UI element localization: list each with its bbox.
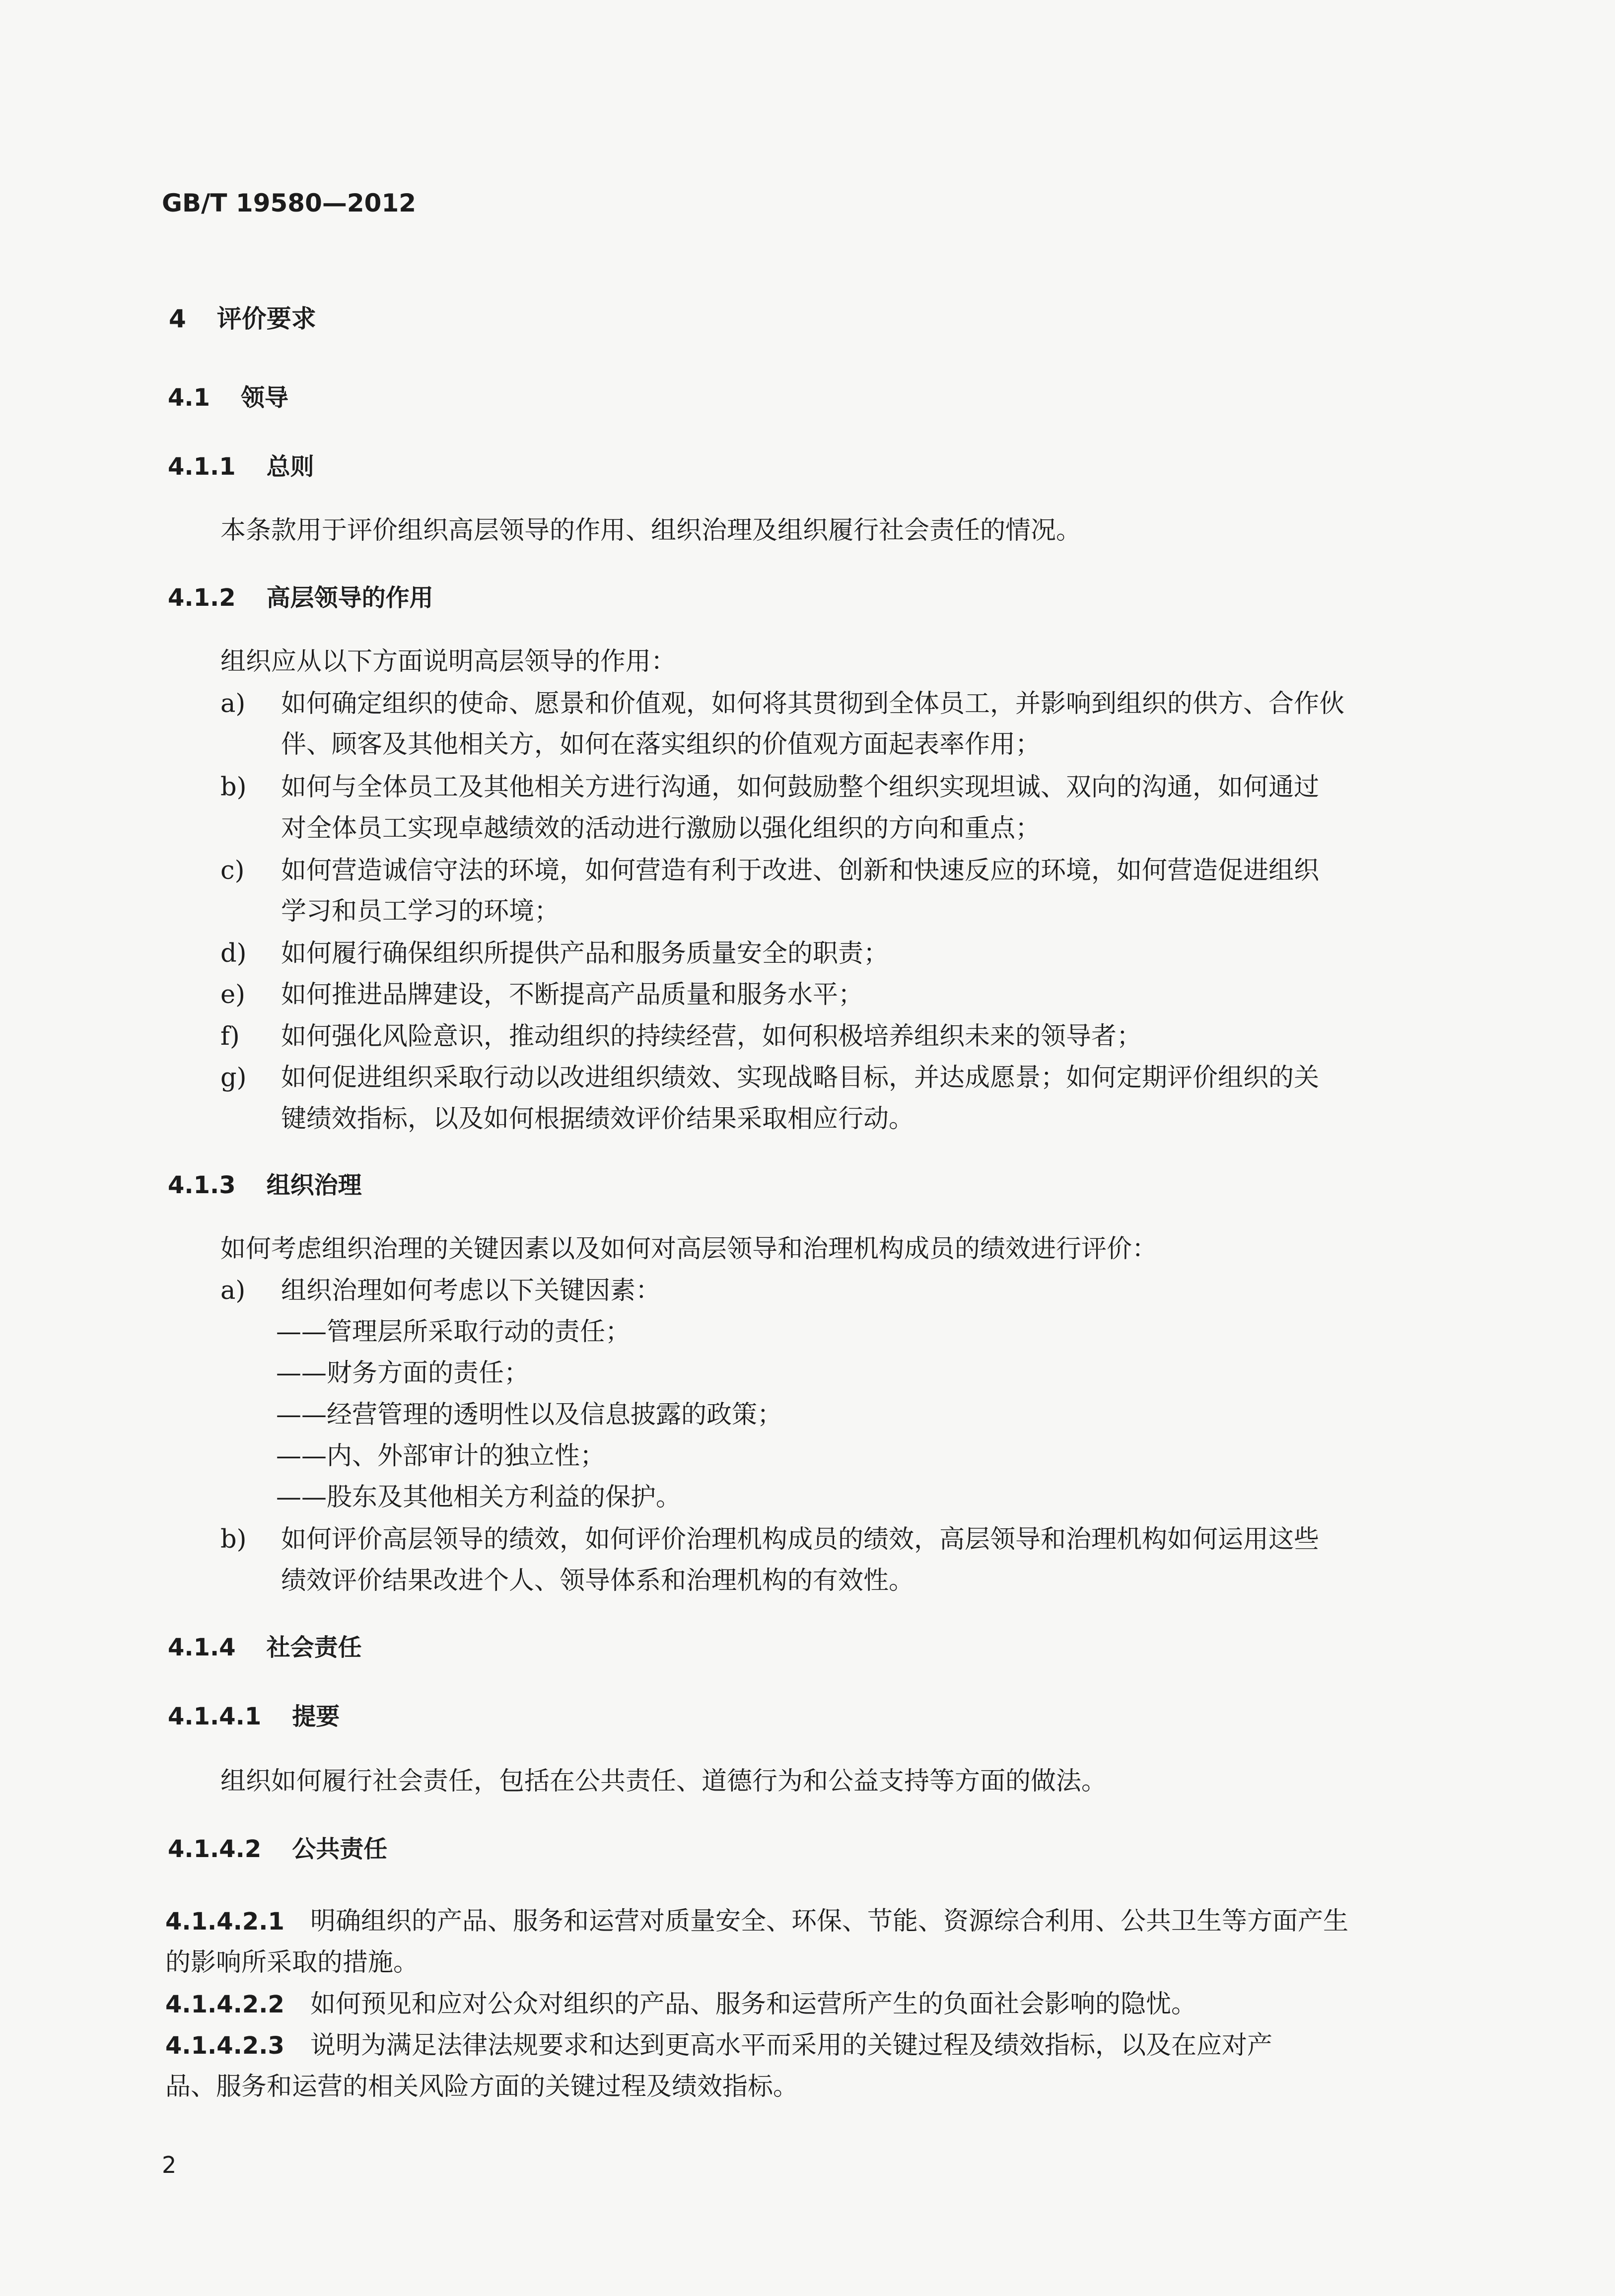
list-marker: a) — [220, 1276, 246, 1305]
section-4-1-4-1-heading — [168, 1705, 340, 1728]
list-item-continuation: 键绩效指标，以及如何根据绩效评价结果采取相应行动。 — [281, 1104, 914, 1134]
list-item-continuation: 对全体员工实现卓越绩效的活动进行激励以强化组织的方向和重点； — [281, 814, 1041, 843]
clause-text: 说明为满足法律法规要求和达到更高水平而采用的关键过程及绩效指标，以及在应对产 — [310, 2031, 1272, 2060]
section-4-heading — [169, 306, 316, 331]
section-title: 领导 — [241, 384, 289, 412]
list-marker: c) — [220, 856, 245, 885]
dash-item: ——内、外部审计的独立性； — [276, 1441, 606, 1471]
section-number: 4.1.2 — [168, 584, 236, 612]
list-item: 组织治理如何考虑以下关键因素： — [281, 1276, 661, 1305]
dash-item: ——财务方面的责任； — [276, 1359, 530, 1388]
clause-4-1-4-2-3 — [165, 2033, 1272, 2058]
list-marker: g) — [220, 1063, 247, 1092]
paragraph: 本条款用于评价组织高层领导的作用、组织治理及组织履行社会责任的情况。 — [220, 516, 1082, 545]
section-title: 总则 — [266, 453, 314, 481]
section-title: 高层领导的作用 — [266, 584, 433, 612]
clause-continuation: 的影响所采取的措施。 — [165, 1948, 419, 1977]
clause-number: 4.1.4.2.1 — [165, 1908, 284, 1936]
section-4-1-4-2-heading — [168, 1837, 387, 1861]
page-number: 2 — [162, 2152, 177, 2178]
section-title: 评价要求 — [216, 304, 316, 333]
section-title: 社会责任 — [266, 1634, 362, 1661]
paragraph: 组织应从以下方面说明高层领导的作用： — [220, 647, 677, 676]
list-item-continuation: 绩效评价结果改进个人、领导体系和治理机构的有效性。 — [281, 1566, 914, 1595]
section-title: 提要 — [292, 1703, 340, 1730]
section-4-1-4-heading — [168, 1636, 362, 1659]
section-number: 4.1.1 — [168, 453, 236, 481]
section-title: 组织治理 — [266, 1171, 362, 1199]
section-number: 4.1.4.1 — [168, 1703, 262, 1730]
list-item: 如何与全体员工及其他相关方进行沟通，如何鼓励整个组织实现坦诚、双向的沟通，如何通过 — [281, 773, 1320, 802]
list-marker: b) — [220, 773, 247, 802]
section-number: 4 — [169, 304, 186, 333]
list-marker: a) — [220, 689, 246, 718]
section-4-1-heading — [168, 386, 288, 410]
list-marker: f) — [220, 1022, 240, 1051]
clause-4-1-4-2-1 — [165, 1909, 1348, 1934]
clause-4-1-4-2-2 — [165, 1992, 1196, 2017]
dash-item: ——股东及其他相关方利益的保护。 — [276, 1483, 682, 1512]
section-number: 4.1 — [168, 384, 211, 412]
list-item: 如何评价高层领导的绩效，如何评价治理机构成员的绩效，高层领导和治理机构如何运用这些 — [281, 1525, 1320, 1554]
section-4-1-2-heading — [168, 586, 433, 610]
list-item-continuation: 伴、顾客及其他相关方，如何在落实组织的价值观方面起表率作用； — [281, 730, 1041, 759]
list-marker: b) — [220, 1525, 247, 1554]
section-number: 4.1.4.2 — [168, 1835, 262, 1863]
standard-number: GB/T 19580—2012 — [162, 189, 417, 217]
section-number: 4.1.4 — [168, 1634, 236, 1661]
list-marker: d) — [220, 939, 247, 968]
clause-text: 明确组织的产品、服务和运营对质量安全、环保、节能、资源综合利用、公共卫生等方面产生 — [310, 1907, 1348, 1936]
section-4-1-3-heading — [168, 1173, 362, 1197]
section-4-1-1-heading — [168, 455, 314, 479]
clause-number: 4.1.4.2.2 — [165, 1991, 284, 2018]
clause-continuation: 品、服务和运营的相关风险方面的关键过程及绩效指标。 — [165, 2072, 799, 2101]
list-item: 如何促进组织采取行动以改进组织绩效、实现战略目标，并达成愿景；如何定期评价组织的关 — [281, 1063, 1320, 1092]
list-marker: e) — [220, 980, 246, 1009]
list-item: 如何确定组织的使命、愿景和价值观，如何将其贯彻到全体员工，并影响到组织的供方、合作伙 — [281, 689, 1345, 718]
section-title: 公共责任 — [292, 1835, 388, 1863]
list-item: 如何营造诚信守法的环境，如何营造有利于改进、创新和快速反应的环境，如何营造促进组织 — [281, 856, 1320, 885]
list-item: 如何推进品牌建设，不断提高产品质量和服务水平； — [281, 980, 864, 1009]
list-item-continuation: 学习和员工学习的环境； — [281, 897, 560, 926]
clause-text: 如何预见和应对公众对组织的产品、服务和运营所产生的负面社会影响的隐忧。 — [310, 1990, 1196, 2019]
dash-item: ——经营管理的透明性以及信息披露的政策； — [276, 1400, 783, 1430]
dash-item: ——管理层所采取行动的责任； — [276, 1317, 631, 1347]
paragraph: 如何考虑组织治理的关键因素以及如何对高层领导和治理机构成员的绩效进行评价： — [220, 1234, 1158, 1264]
section-number: 4.1.3 — [168, 1171, 236, 1199]
clause-number: 4.1.4.2.3 — [165, 2032, 284, 2060]
paragraph: 组织如何履行社会责任，包括在公共责任、道德行为和公益支持等方面的做法。 — [220, 1767, 1107, 1796]
list-item: 如何强化风险意识，推动组织的持续经营，如何积极培养组织未来的领导者； — [281, 1022, 1142, 1051]
list-item: 如何履行确保组织所提供产品和服务质量安全的职责； — [281, 939, 889, 968]
